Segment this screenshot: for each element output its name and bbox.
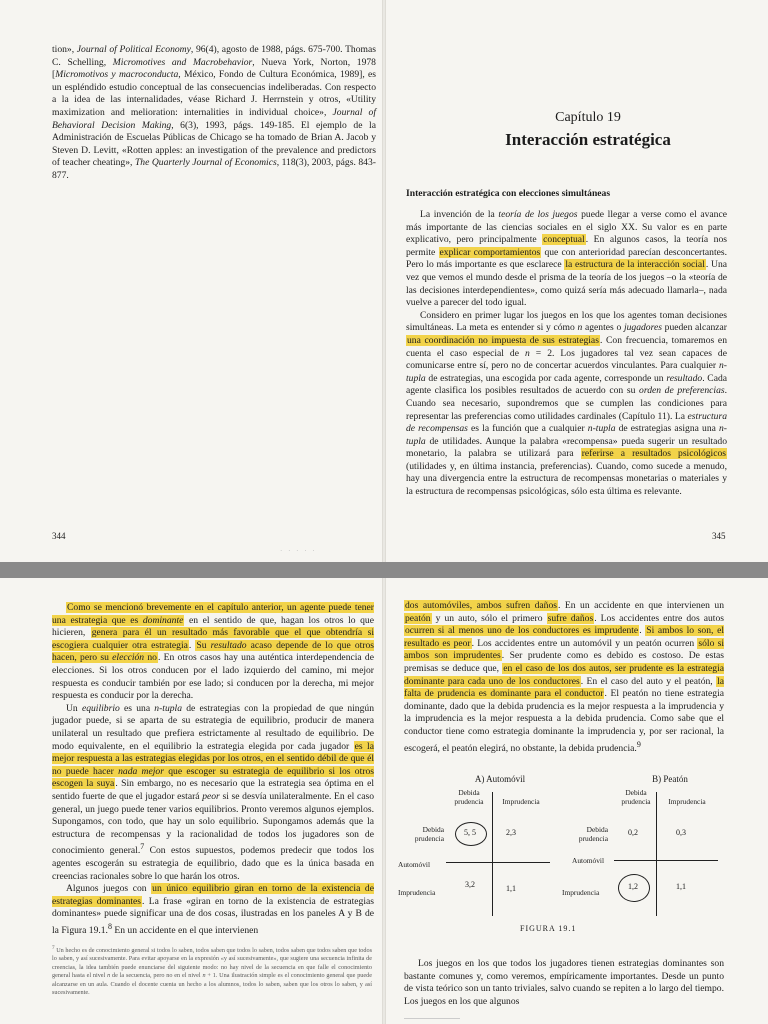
page-number-left: 344 — [52, 531, 66, 541]
paragraph: Los juegos en los que todos los jugadores tienen estrategias dominantes son bastante comunes y, como veremos, empíricamente importantes. Desde un punto de vista teórico son un tanto triviales, salvo cuando se repiten a lo largo del tiempo. Los juegos en los que algunos — [404, 958, 724, 1007]
paragraph: Algunos juegos con un único equilibrio giran en torno de la existencia de estrategias dominantes. La frase «giran en torno de la existencia de estrategias dominantes» puede significar una de dos cosas, ilustradas en los paneles A y B de la Figura 19.1.$^8$ En un accidente en el que intervienen — [52, 883, 374, 937]
panel-b-col-1: Debida prudencia — [621, 788, 651, 806]
panel-a-row-mid: Automóvil — [398, 860, 431, 869]
paragraph: Como se mencionó brevemente en el capítulo anterior, un agente puede tener una estrategia que es dominante en el sentido de que, hagan los otros lo que hicieren, genera para él un resultado más favorable que el que obtendría si escogiera cualquier otra estrategia. Su resultado acaso depende de lo que otros hacen, pero su elección no. En otros casos hay una auténtica interdependencia de elecciones. Si los otros conducen por el lado izquierdo del camino, mi mejor respuesta es conducir también por ese lado; si conducen por la derecha, mi mejor respuesta es conducir por la derecha. — [52, 602, 375, 702]
panel-a-cell-4: 1,1 — [506, 884, 516, 893]
paragraph: dos automóviles, ambos sufren daños. En un accidente en que intervienen un peatón y un auto, sólo el primero sufre daños. Los accidentes entre dos autos ocurren si al menos uno de los conductores es imprudente. Si ambos lo son, el resultado es peor. Los accidentes entre un automóvil y un peatón ocurren sólo si ambos son imprudentes. Ser prudente como es debido es costoso. De estas premisas se deduce que, en el caso de los dos autos, ser prudente es la estrategia dominante para cada uno de los conductores. En el caso del auto y el peatón, la falta de prudencia es dominante para el conductor. El peatón no tiene estrategia dominante, dado que la debida prudencia es la mejor respuesta a la imprudencia y la imprudencia es la mejor respuesta a la debida prudencia. Como sabe que el conductor tiene como estrategia dominante la imprudencia y, por ser racional, la escogerá, el peatón elegirá, no obstante, la debida prudencia.$^9$ — [404, 600, 724, 754]
page-spread-bottom — [0, 578, 768, 1024]
panel-b-row-mid: Automóvil — [572, 856, 605, 865]
page-number-right: 345 — [712, 531, 726, 541]
footnote-text: $^7$ Un hecho es de conocimiento general si todos lo saben, todos saben que todos lo saben, todos saben que todos saben que todos lo saben, y así sucesivamente. Para evitar apoyarse en la expresión «y así sucesivamente», que sugiere una secuencia infinita de creencias, la idea también puede enunciarse del siguiente modo: no hay nivel de la secuencia en que falle el conocimiento general hasta el nivel n de la secuencia, pero no en el nivel n + 1. Una ilustración simple es el conocimiento general que puede alcanzarse en un aula. Cuando el docente cuenta un hecho a los alumnos, todos lo saben, saben que los otros lo saben, y así sucesivamente. — [52, 945, 372, 997]
panel-a-vline — [492, 792, 493, 916]
panel-a-cell-3: 3,2 — [465, 880, 475, 889]
body-text-right-top — [406, 209, 727, 499]
panel-b-hline — [614, 860, 718, 861]
paragraph: Un equilibrio es una n-tupla de estrategias con la propiedad de que ningún jugador puede, si se aparta de su estrategia de equilibrio, producir de manera unilateral un resultado que prefiera estrictamente al resultado de equilibrio. De modo equivalente, en el equilibrio la estrategia elegida por cada jugador es la mejor respuesta a las estrategias elegidas por los otros, en el sentido débil de que él no puede hacer nada mejor que escoger su estrategia de equilibrio si los otros escogen la suya. Sin embargo, no es necesario que la estrategia sea óptima en el sentido fuerte de que el jugador estará peor si se desvía unilateralmente. En el caso general, un juego puede tener varios equilibrios. Pronto veremos algunos ejemplos. Supongamos, con todo, que hay un solo equilibrio. Supongamos además que la estructura de recompensas y la racionalidad de todos los jugadores son de conocimiento general.$^7$ Con estos supuestos, podemos predecir que todos los agentes escogerán su estrategia de equilibrio, dado que es la única basada en creencias racionales sobre lo que harán los otros. — [52, 702, 374, 882]
panel-a-row-2: Imprudencia — [398, 888, 436, 897]
panel-b-cell-2: 0,3 — [676, 828, 686, 837]
panel-a-cell-1: 5, 5 — [464, 828, 476, 837]
book-gutter — [382, 0, 386, 562]
panel-a-col-2: Imprudencia — [502, 797, 540, 806]
panel-b-row-1: Debida prudencia — [578, 825, 608, 843]
section-heading: Interacción estratégica con elecciones simultáneas — [406, 188, 611, 199]
footnote — [52, 944, 372, 998]
scan-artifact — [404, 1018, 460, 1019]
panel-b-cell-1: 0,2 — [628, 828, 638, 837]
book-gutter — [382, 578, 386, 1024]
body-text-right-tail — [404, 958, 724, 1008]
panel-a-hline — [446, 862, 550, 863]
figure-caption: FIGURA 19.1 — [520, 924, 577, 933]
panel-b-row-2: Imprudencia — [562, 888, 600, 897]
panel-b-col-2: Imprudencia — [668, 797, 706, 806]
panel-a-title: A) Automóvil — [474, 774, 526, 784]
chapter-title: Interacción estratégica — [505, 130, 671, 149]
panel-b-cell-3: 1,2 — [628, 882, 638, 891]
panel-a-row-1: Debida prudencia — [414, 825, 444, 843]
paragraph: Considero en primer lugar los juegos en los que los agentes toman decisiones simultáneas. La meta es entender si y cómo n agentes o jugadores pueden alcanzar una coordinación no impuesta de sus estrategias. Con frecuencia, tomaremos en cuenta el caso especial de n = 2. Los jugadores tal vez sean capaces de comunicarse entre sí, pero no de concertar acuerdos vinculantes. Para cualquier n-tupla de estrategias, una escogida por cada agente, corresponde un resultado. Cada agente clasifica los posibles resultados de acuerdo con su orden de preferencias. Cuando sea necesario, supondremos que se cumplen las condiciones para representar las preferencias como utilidades cardinales (Capítulo 11). La estructura de recompensas es la función que a cualquier n-tupla de estrategias asigna una n-tupla de utilidades. Aunque la palabra «recompensa» pueda sugerir un resultado monetario, la palabra se utilizará para referirse a resultados psicológicos (utilidades y, en última instancia, preferencias). Cuando, como sucede a menudo, hay una divergencia entre la estructura de recompensas monetarias o materiales y la estructura de recompensas psicológicas, sólo esta última es relevante. — [406, 309, 728, 498]
chapter-label: Capítulo 19 — [555, 110, 621, 125]
paragraph: La invención de la teoría de los juegos puede llegar a verse como el avance más importante de las ciencias sociales en el siglo XX. Su valor es en parte explicativo, pero principalmente conceptual. En algunos casos, la teoría nos permite explicar comportamientos que con anterioridad parecían desconcertantes. Pero lo más importante es que esclarece la estructura de la interacción social. Una vez que vemos el mundo desde el prisma de la teoría de los juegos –o la «teoría de las decisiones interdependientes», como quizá sería más adecuado llamarla–, nada vuelve a parecer del todo igual. — [406, 209, 728, 309]
references-text: tion», Journal of Political Economy, 96(4), agosto de 1988, págs. 675-700. Thomas C. Schelling, Micromotives and Macrobehavior, Nueva York, Norton, 1978 [Micromotivos y macroconducta, México, Fondo de Cultura Económica, 1989], es un espléndido estudio conceptual de las consecuencias indeliberadas. Con respecto a la idea de las internalidades, véase Richard J. Herrnstein y otros, «Utility maximization and melioration: internalities in individual choice», Journal of Behavioral Decision Making, 6(3), 1993, págs. 149-185. El ejemplo de la Administración de Escuelas Públicas de Chicago se ha tomado de Brian A. Jacob y Steven D. Levitt, «Rotten apples: an investigation of the prevalence and predictors of teacher cheating», The Quarterly Journal of Economics, 118(3), 2003, págs. 843-877. — [52, 44, 376, 181]
panel-a-cell-2: 2,3 — [506, 828, 516, 837]
scan-artifact: · · · · · — [280, 547, 317, 555]
panel-a-col-1: Debida prudencia — [454, 788, 484, 806]
body-text-left-bottom — [52, 602, 374, 938]
panel-b-title: B) Peatón — [652, 774, 688, 784]
panel-b-vline — [656, 792, 657, 916]
body-text-right-bottom — [404, 600, 724, 755]
panel-b-cell-4: 1,1 — [676, 882, 686, 891]
